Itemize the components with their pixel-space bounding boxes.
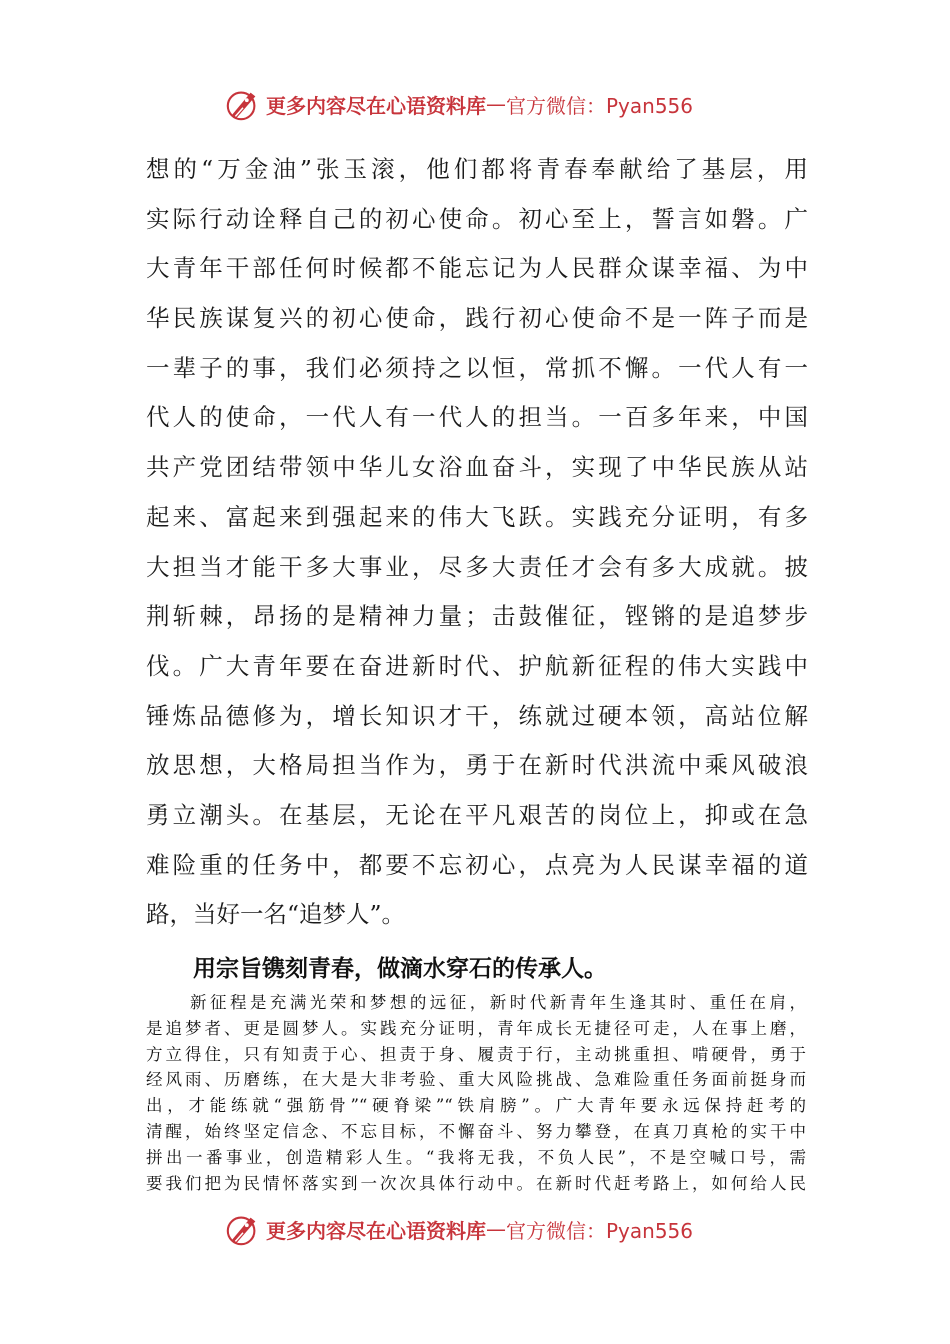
body-line: 起来、富起来到强起来的伟大飞跃。实践充分证明，有多 bbox=[146, 502, 808, 531]
body-line: 锤炼品德修为，增长知识才干，练就过硬本领，高站位解 bbox=[146, 701, 808, 730]
header-separator: — bbox=[486, 92, 506, 116]
body-line: 难险重的任务中，都要不忘初心，点亮为人民谋幸福的道 bbox=[146, 850, 808, 879]
header-brand-text: 更多内容尽在心语资料库 bbox=[266, 93, 486, 118]
main-paragraph bbox=[146, 145, 808, 940]
body-line: 代人的使命，一代人有一代人的担当。一百多年来，中国 bbox=[146, 403, 808, 432]
body-line: 荆斩棘，昂扬的是精神力量；击鼓催征，铿锵的是追梦步 bbox=[146, 602, 808, 631]
body-line: 共产党团结带领中华儿女浴血奋斗，实现了中华民族从站 bbox=[146, 453, 808, 482]
body-line: 一辈子的事，我们必须持之以恒，常抓不懈。一代人有一 bbox=[146, 353, 808, 382]
pen-nib-logo-icon bbox=[224, 1210, 262, 1248]
body-line: 想的“万金油”张玉滚，他们都将青春奉献给了基层，用 bbox=[146, 155, 808, 183]
small-line: 拼出一番事业，创造精彩人生。“我将无我，不负人民”，不是空喊口号，需 bbox=[146, 1147, 806, 1167]
body-line: 大青年干部任何时候都不能忘记为人民群众谋幸福、为中 bbox=[146, 254, 808, 283]
small-line: 要我们把为民情怀落实到一次次具体行动中。在新时代赶考路上，如何给人民 bbox=[146, 1173, 806, 1193]
small-line: 出，才能练就“强筋骨”“硬脊梁”“铁肩膀”。广大青年要永远保持赶考的 bbox=[146, 1096, 806, 1116]
header-wechat-text: 官方微信：Pyan556 bbox=[506, 93, 694, 118]
body-line: 路，当好一名“追梦人”。 bbox=[146, 900, 406, 929]
body-line: 放思想，大格局担当作为，勇于在新时代洪流中乘风破浪 bbox=[146, 751, 808, 780]
body-line: 实际行动诠释自己的初心使命。初心至上，誓言如磐。广 bbox=[146, 204, 808, 233]
small-paragraph bbox=[146, 990, 806, 1196]
body-line: 大担当才能干多大事业，尽多大责任才会有多大成就。披 bbox=[146, 552, 808, 581]
small-line: 清醒，始终坚定信念、不忘目标，不懈奋斗、努力攀登，在真刀真枪的实干中 bbox=[146, 1121, 806, 1141]
body-line: 华民族谋复兴的初心使命，践行初心使命不是一阵子而是 bbox=[146, 304, 808, 333]
small-line: 新征程是充满光荣和梦想的远征，新时代新青年生逢其时、重任在肩， bbox=[190, 993, 806, 1012]
header-banner bbox=[224, 84, 693, 124]
footer-brand-text: 更多内容尽在心语资料库 bbox=[266, 1218, 486, 1243]
section-heading: 用宗旨镌刻青春，做滴水穿石的传承人。 bbox=[193, 956, 607, 982]
body-line: 勇立潮头。在基层，无论在平凡艰苦的岗位上，抑或在急 bbox=[146, 800, 808, 829]
footer-separator: — bbox=[486, 1217, 506, 1241]
pen-nib-logo-icon bbox=[224, 85, 262, 123]
footer-banner bbox=[224, 1209, 693, 1249]
small-line: 方立得住，只有知责于心、担责于身、履责于行，主动挑重担、啃硬骨，勇于 bbox=[146, 1044, 806, 1064]
small-line: 是追梦者、更是圆梦人。实践充分证明，青年成长无捷径可走，人在事上磨， bbox=[146, 1018, 806, 1038]
footer-wechat-text: 官方微信：Pyan556 bbox=[506, 1218, 694, 1243]
body-line: 伐。广大青年要在奋进新时代、护航新征程的伟大实践中 bbox=[146, 651, 808, 680]
small-line: 经风雨、历磨练，在大是大非考验、重大风险挑战、急难险重任务面前挺身而 bbox=[146, 1070, 806, 1090]
